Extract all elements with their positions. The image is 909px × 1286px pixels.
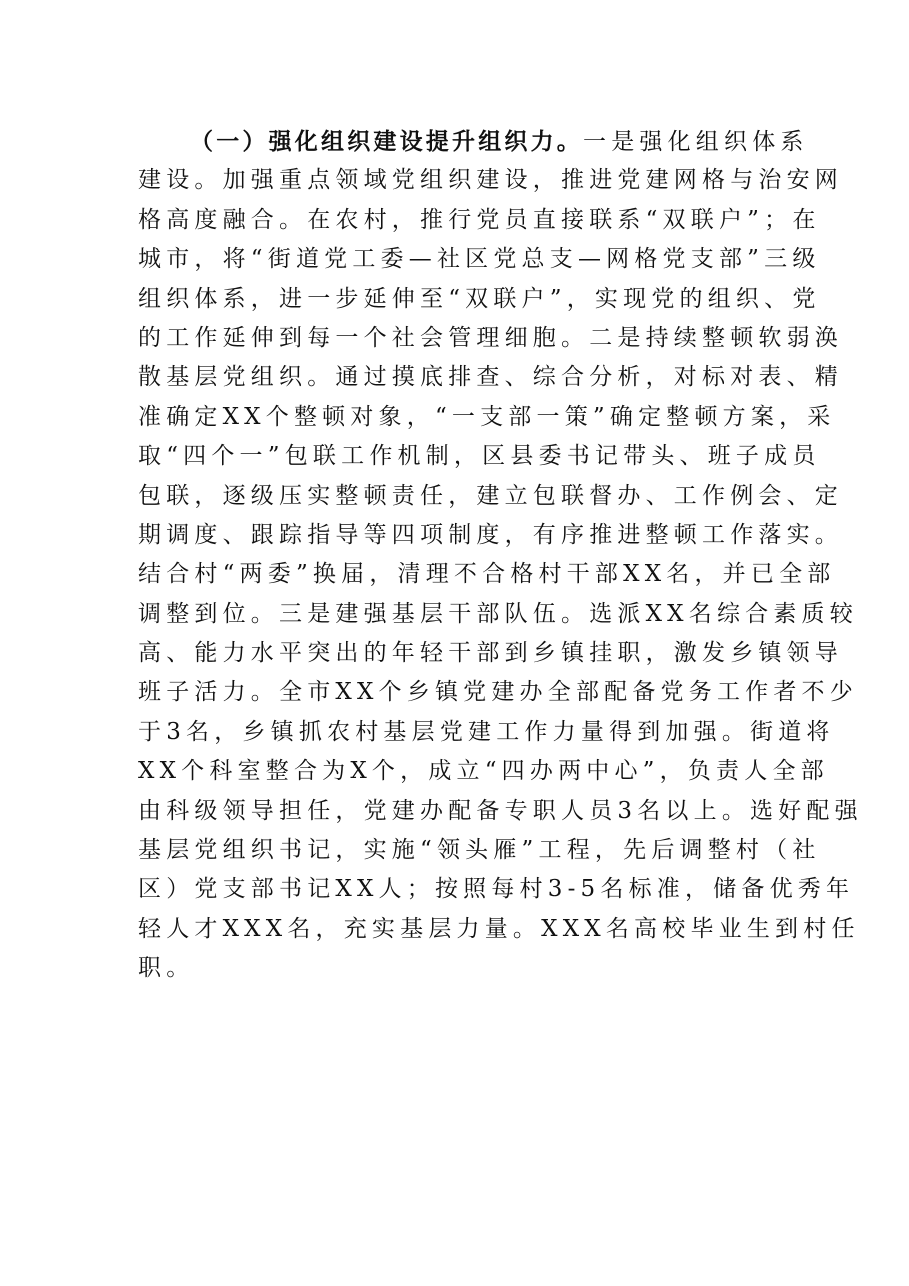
text-line: 城市，将“街道党工委—社区党总支—网格党支部”三级 (138, 246, 821, 273)
text-line: 取“四个一”包联工作机制，区县委书记带头、班子成员 (138, 443, 821, 470)
section-heading: （一）强化组织建设提升组织力。 (190, 128, 583, 155)
text-line: 格高度融合。在农村，推行党员直接联系“双联户”；在 (138, 206, 821, 233)
text-line: 高、能力水平突出的年轻干部到乡镇挂职，激发乡镇领导 (138, 640, 843, 667)
text-line: 于3名，乡镇抓农村基层党建工作力量得到加强。街道将 (138, 718, 835, 745)
text-line: 散基层党组织。通过摸底排查、综合分析，对标对表、精 (138, 364, 843, 391)
text-line: 包联，逐级压实整顿责任，建立包联督办、工作例会、定 (138, 482, 843, 509)
text-line: 职。 (138, 955, 195, 982)
text-line: 的工作延伸到每一个社会管理细胞。二是持续整顿软弱涣 (138, 324, 843, 351)
paragraph-first-line (138, 122, 809, 161)
text-line: 组织体系，进一步延伸至“双联户”，实现党的组织、党 (138, 285, 821, 312)
text-line: 区）党支部书记XX人；按照每村3-5名标准，储备优秀年 (138, 876, 855, 903)
text-line: 基层党组织书记，实施“领头雁”工程，先后调整村（社 (138, 837, 821, 864)
text-line: 轻人才XXX名，充实基层力量。XXX名高校毕业生到村任 (138, 915, 860, 942)
text-line: 调整到位。三是建强基层干部队伍。选派XX名综合素质较 (138, 600, 858, 627)
text-line: 一是强化组织体系 (583, 129, 809, 155)
text-line: 结合村“两委”换届，清理不合格村干部XX名，并已全部 (138, 561, 836, 588)
text-line: 由科级领导担任，党建办配备专职人员3名以上。选好配强 (138, 797, 863, 824)
text-line: XX个科室整合为X个，成立“四办两中心”，负责人全部 (138, 758, 829, 785)
text-line: 建设。加强重点领域党组织建设，推进党建网格与治安网 (138, 167, 843, 194)
text-line: 准确定XX个整顿对象，“一支部一策”确定整顿方案，采 (138, 403, 836, 430)
text-line: 期调度、跟踪指导等四项制度，有序推进整顿工作落实。 (138, 521, 843, 548)
body-paragraph (138, 122, 863, 989)
text-line: 班子活力。全市XX个乡镇党建办全部配备党务工作者不少 (138, 679, 858, 706)
